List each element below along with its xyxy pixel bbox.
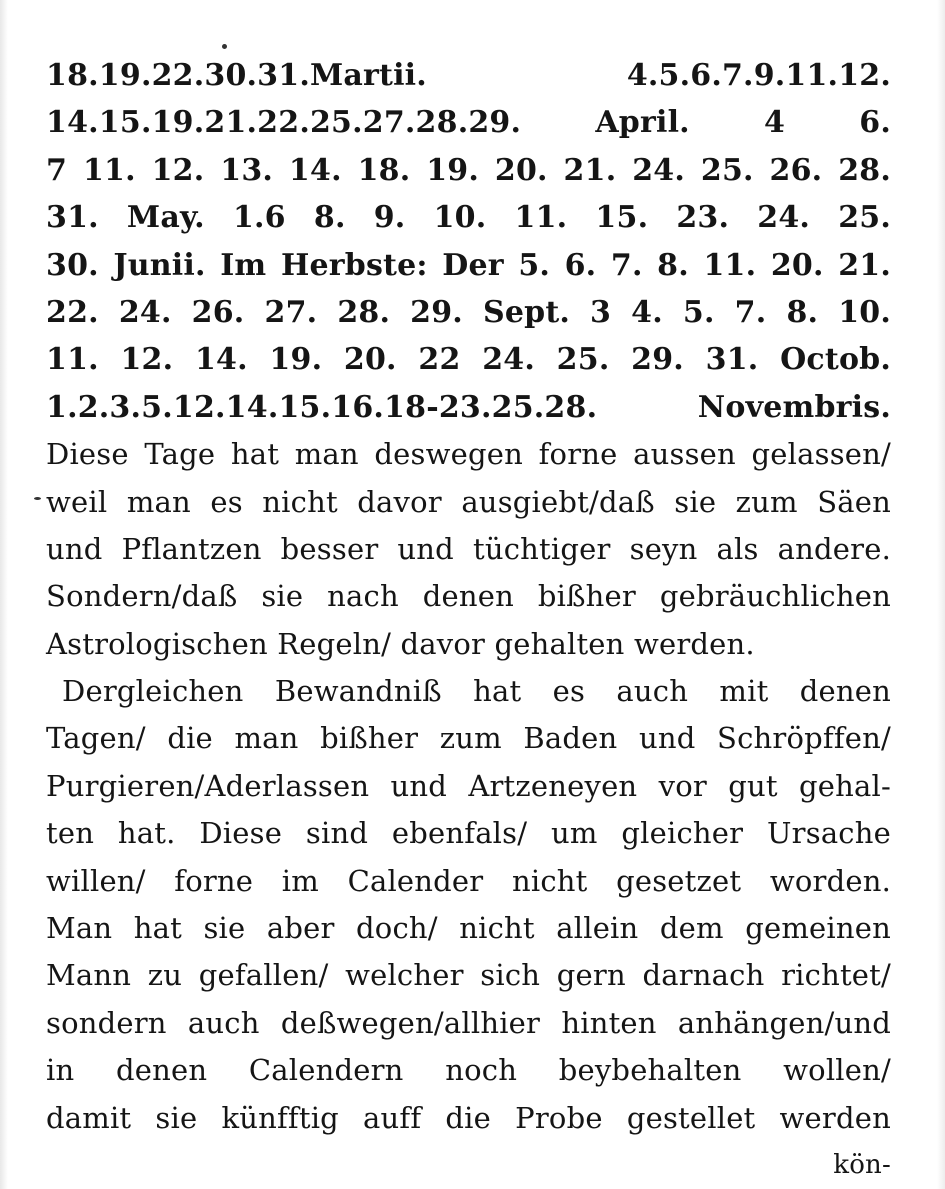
text-line: willen/ forne im Calender nicht gesetzet worden. xyxy=(46,863,891,898)
text-line: in denen Calendern noch beybehalten wollen/ xyxy=(46,1053,891,1088)
ink-speck xyxy=(34,497,41,500)
text-line: 31. May. 1.6 8. 9. 10. 11. 15. 23. 24. 25. xyxy=(46,200,891,236)
text-line: ten hat. Diese sind ebenfals/ um gleicher Ursache xyxy=(46,816,891,851)
text-line: 30. Junii. Im Herbste: Der 5. 6. 7. 8. 11. 20. 21. xyxy=(46,247,891,283)
text-line: Sondern/daß sie nach denen bißher gebräuchlichen xyxy=(46,579,891,614)
text-line: Astrologischen Regeln/ davor gehalten werden. xyxy=(46,626,755,661)
text-line: weil man es nicht davor ausgiebt/daß sie zum Säen xyxy=(46,484,891,519)
text-line: 22. 24. 26. 27. 28. 29. Sept. 3 4. 5. 7. 8. 10. xyxy=(46,294,891,330)
text-line: 1.2.3.5.12.14.15.16.18-23.25.28. Novembris. xyxy=(46,389,891,425)
scan-edge-right xyxy=(937,0,945,1189)
ink-speck xyxy=(222,44,227,49)
text-line: und Pflantzen besser und tüchtiger seyn als andere. xyxy=(46,531,891,566)
text-line: 11. 12. 14. 19. 20. 22 24. 25. 29. 31. Octob. xyxy=(46,342,891,378)
text-block xyxy=(46,52,891,1189)
catchword: kön- xyxy=(833,1149,891,1180)
text-line: Tagen/ die man bißher zum Baden und Schröpffen/ xyxy=(46,721,891,756)
scan-edge-left xyxy=(0,0,8,1189)
text-line: 14.15.19.21.22.25.27.28.29. April. 4 6. xyxy=(46,105,891,141)
text-line: Purgieren/Aderlassen und Artzeneyen vor gut gehal- xyxy=(46,768,891,803)
text-line: Dergleichen Bewandniß hat es auch mit denen xyxy=(62,674,891,709)
text-line: sondern auch deßwegen/allhier hinten anhängen/und xyxy=(46,1005,891,1040)
text-line: damit sie künfftig auff die Probe gestellet werden xyxy=(46,1100,891,1135)
text-line: 18.19.22.30.31.Martii. 4.5.6.7.9.11.12. xyxy=(46,58,891,93)
text-line: 7 11. 12. 13. 14. 18. 19. 20. 21. 24. 25. 26. 28. xyxy=(46,152,891,188)
text-line: Mann zu gefallen/ welcher sich gern darnach richtet/ xyxy=(46,958,891,993)
text-line: Man hat sie aber doch/ nicht allein dem gemeinen xyxy=(46,911,891,946)
text-line: Diese Tage hat man deswegen forne aussen gelassen/ xyxy=(46,437,891,472)
